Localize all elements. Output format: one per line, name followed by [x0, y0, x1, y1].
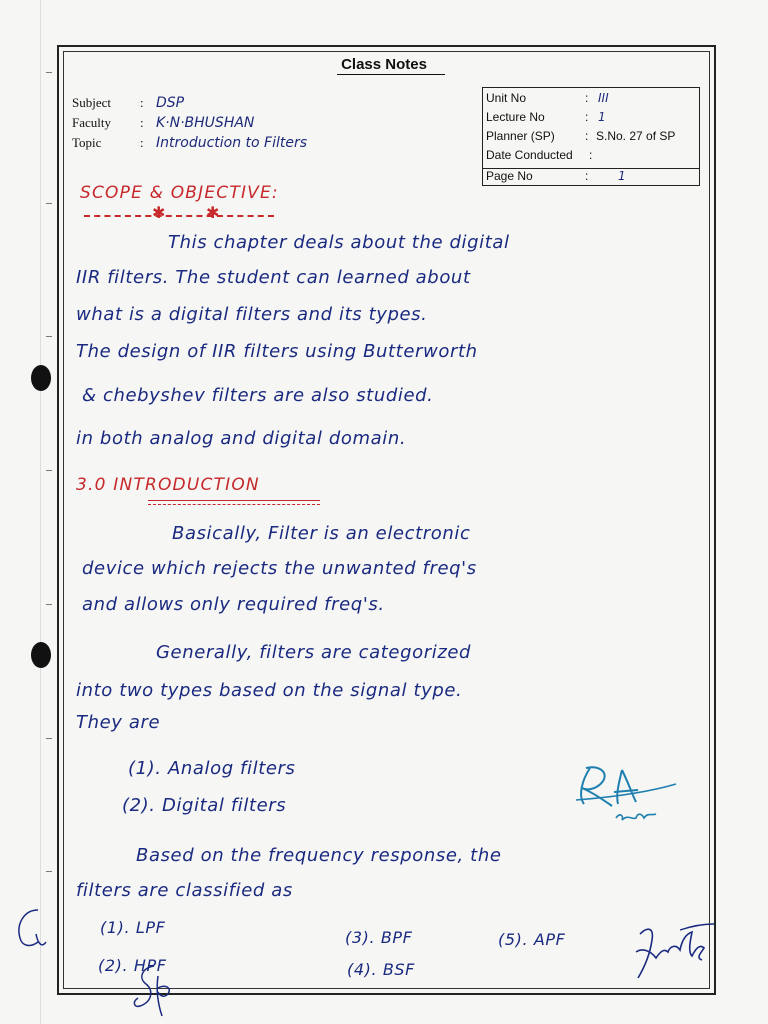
margin-tick [46, 871, 52, 872]
intro-line: into two types based on the signal type. [76, 680, 463, 701]
page-label: Page No [486, 169, 533, 183]
signature-teal [572, 760, 682, 830]
faculty-field [72, 115, 254, 131]
intro-line: Basically, Filter is an electronic [172, 523, 471, 544]
date-row [486, 148, 698, 166]
colon: : [140, 135, 144, 150]
intro-heading-underline [148, 500, 320, 501]
intro-line: and allows only required freq's. [82, 594, 385, 615]
colon: : [585, 91, 589, 105]
lecture-value: 1 [598, 110, 606, 124]
planner-value: S.No. 27 of SP [596, 129, 676, 143]
planner-label: Planner (SP) [486, 129, 555, 143]
topic-field [72, 135, 307, 151]
lecture-row [486, 110, 698, 128]
margin-tick [46, 336, 52, 337]
intro-heading: 3.0 INTRODUCTION [76, 475, 260, 495]
filter-type-item: (2). Digital filters [122, 795, 287, 816]
colon: : [585, 129, 589, 143]
bottom-initials [128, 962, 178, 1020]
scope-line: IIR filters. The student can learned about [76, 267, 471, 288]
unit-value: III [598, 91, 609, 105]
topic-label: Topic [72, 135, 102, 150]
filter-class-item: (2). HPF [98, 956, 167, 975]
star-icon: ✱ [152, 203, 166, 222]
page-value: 1 [618, 169, 626, 183]
intro-line: filters are classified as [76, 880, 293, 901]
intro-line: device which rejects the unwanted freq's [82, 558, 477, 579]
colon: : [585, 110, 589, 124]
margin-tick [46, 738, 52, 739]
star-icon: ✱ [206, 203, 220, 222]
scope-heading: SCOPE & OBJECTIVE: [80, 183, 279, 203]
intro-line: Generally, filters are categorized [156, 642, 472, 663]
scope-line: This chapter deals about the digital [168, 232, 510, 253]
scope-line: The design of IIR filters using Butterworth [76, 341, 478, 362]
page-row [486, 169, 698, 187]
planner-row [486, 129, 698, 147]
punch-hole [31, 365, 51, 391]
margin-tick [46, 604, 52, 605]
scope-line: in both analog and digital domain. [76, 428, 407, 449]
subject-label: Subject [72, 95, 111, 110]
intro-line: Based on the frequency response, the [136, 845, 502, 866]
scope-line: & chebyshev filters are also studied. [82, 385, 434, 406]
punch-hole [31, 642, 51, 668]
lecture-label: Lecture No [486, 110, 545, 124]
scope-line: what is a digital filters and its types. [76, 304, 428, 325]
colon: : [140, 95, 144, 110]
margin-tick [46, 470, 52, 471]
intro-line: They are [76, 712, 161, 733]
topic-value: Introduction to Filters [156, 135, 308, 151]
subject-field [72, 95, 184, 111]
margin-tick [46, 203, 52, 204]
page-title: Class Notes [341, 56, 427, 73]
filter-class-item: (3). BPF [345, 928, 413, 947]
filter-type-item: (1). Analog filters [128, 758, 296, 779]
colon: : [589, 148, 593, 162]
unit-label: Unit No [486, 91, 527, 105]
colon: : [585, 169, 589, 183]
faculty-value: K·N·BHUSHAN [156, 115, 255, 131]
filter-class-item: (5). APF [498, 930, 566, 949]
margin-initials [8, 904, 52, 954]
filter-class-item: (1). LPF [100, 918, 166, 937]
subject-value: DSP [156, 95, 185, 111]
date-label: Date Conducted [486, 148, 573, 162]
title-underline [337, 74, 445, 75]
lecture-info-box [482, 87, 700, 186]
scope-heading-underline [84, 215, 274, 217]
faculty-label: Faculty [72, 115, 111, 130]
signature-initials [630, 918, 720, 988]
filter-class-item: (4). BSF [347, 960, 415, 979]
colon: : [140, 115, 144, 130]
page-edge [40, 0, 41, 1024]
intro-heading-underline [148, 504, 320, 505]
unit-row [486, 91, 698, 109]
